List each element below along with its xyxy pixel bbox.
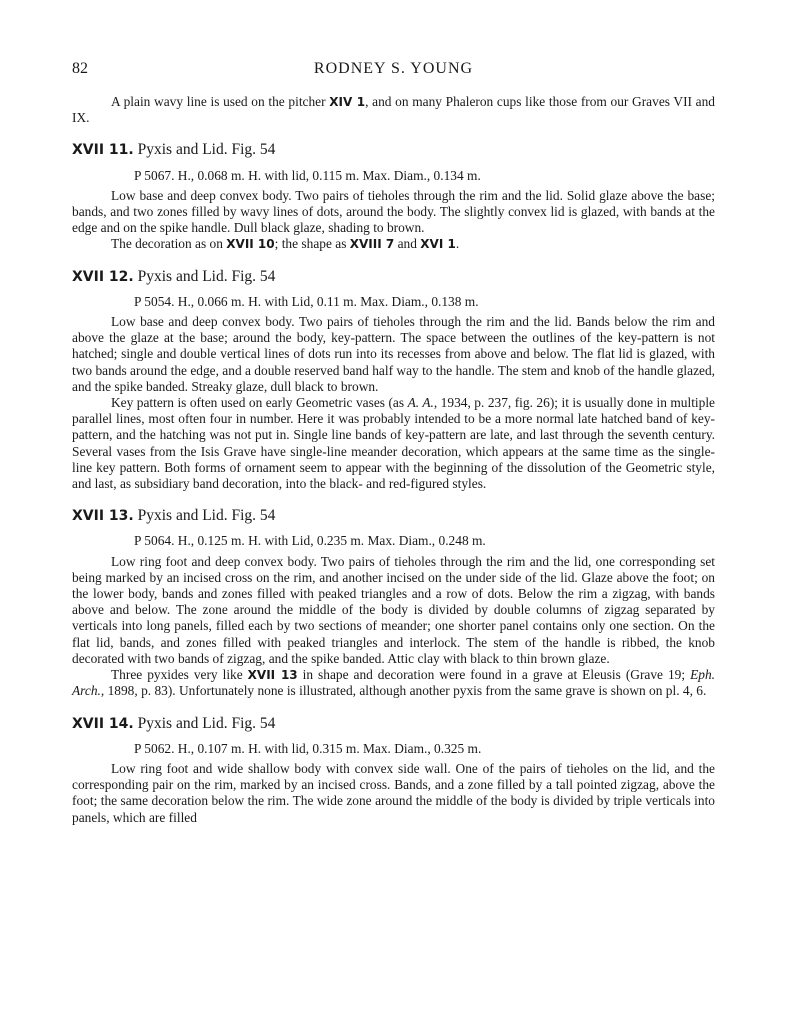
catalog-ref: XIV 1 <box>329 95 366 109</box>
entry-number: XVII 12. <box>72 268 134 285</box>
intro-text-b: , and on many Phaleron cups like those from our Graves VII and IX. <box>72 94 715 126</box>
catalog-ref: XVI 1 <box>420 237 456 252</box>
text-span: and <box>397 236 417 252</box>
text-span: Three pyxides very like <box>111 667 243 683</box>
entry-description: Low ring foot and wide shallow body with convex side wall. One of the pairs of tieholes on the lid, and the corresponding pair on the rim, marked by an incised cross. Bands, and a zone filled by a tall pointed zigzag, above the foot; the same decoration below the rim. The wide zone around the middle of the body is divided by triple verticals into panels, which are filled <box>72 760 715 825</box>
page-number: 82 <box>72 60 88 77</box>
entry-comment <box>72 395 715 492</box>
catalog-ref: XVII 10 <box>226 237 275 252</box>
entry-heading <box>72 508 715 524</box>
text-span: , 1898, p. 83). Unfortunately none is illustrated, although another pyxis from the same grave is shown on pl. 4, 6. <box>100 683 707 699</box>
entry-heading <box>72 142 715 158</box>
entry-title: Pyxis and Lid. Fig. 54 <box>137 267 276 285</box>
running-head: RODNEY S. YOUNG <box>313 60 474 77</box>
entry-title: Pyxis and Lid. Fig. 54 <box>137 507 276 525</box>
catalog-entry <box>72 269 715 493</box>
text-span: Key pattern is often used on early Geometric vases (as <box>111 395 405 411</box>
text-span: . <box>455 236 460 252</box>
entry-measurements: P 5062. H., 0.107 m. H. with lid, 0.315 m. Max. Diam., 0.325 m. <box>134 740 482 756</box>
text-span: , 1934, p. 237, fig. 26); it is usually done in multiple parallel lines, most often four in number. Here it was probably intended to be a more normal late hatched band of key-pattern, and the hatching was not put in. Single line bands of key-pattern are late, and last through the seventh century. Several vases from the Isis Grave have single-line meander decoration, which appears at the same time as the single-line key pattern. Both forms of ornament seem to appear with the beginning of the dissolution of the Geometric style, and last, as subsidiary band decoration, into the black- and red-figured styles. <box>72 395 715 492</box>
entry-description: Low base and deep convex body. Two pairs of tieholes through the rim and the lid. Solid glaze above the base; bands, and two zones filled by wavy lines of dots, around the body. The slightly convex lid is glazed, with bands at the edge and on the spike handle. Dull black glaze, shading to brown. <box>72 187 715 236</box>
entry-description: Low ring foot and deep convex body. Two pairs of tieholes through the rim and the lid, one corresponding set being marked by an incised cross on the rim, and another incised on the under side of the lid. Glaze above the foot; on the lower body, bands and zones filled with peaked triangles and a row of dots. Below the rim a zigzag, with bands above and below. The zone around the middle of the body is divided by double columns of zigzag separated by verticals into long panels, filled each by two sections of meander; one shorter panel contains only one section. On the flat lid, bands, and zones filled with peaked triangles and interlock. The stem of the handle is ribbed, the knob decorated with two bands of zigzag, and the spike banded. Attic clay with black to thin brown glaze. <box>72 553 715 666</box>
entry-heading <box>72 269 715 285</box>
entry-number: XVII 11. <box>72 142 134 159</box>
page-body <box>72 94 715 826</box>
text-span: in shape and decoration were found in a grave at Eleusis (Grave 19; <box>302 667 686 683</box>
catalog-ref: XVII 13 <box>247 668 298 683</box>
entry-heading <box>72 716 715 732</box>
citation: A. A. <box>407 395 434 411</box>
catalog-entry <box>72 508 715 699</box>
entry-description: Low base and deep convex body. Two pairs of tieholes through the rim and the lid. Bands below the rim and above the glaze at the base; around the body, key-pattern. The space between the outlines of the key-pattern is not hatched; single and double vertical lines of dots run into its recesses from above and below. The flat lid is glazed, with two bands around the edge, and a double reserved band half way to the handle. The stem and knob of the handle glazed, and the spike banded. Streaky glaze, dull black to brown. <box>72 314 715 394</box>
page-header <box>72 60 715 80</box>
text-span: The decoration as on <box>111 236 223 252</box>
entry-measurements: P 5067. H., 0.068 m. H. with lid, 0.115 m. Max. Diam., 0.134 m. <box>134 167 481 183</box>
intro-text-a: A plain wavy line is used on the pitcher <box>111 94 326 109</box>
intro-paragraph <box>72 94 715 126</box>
citation: Eph. Arch. <box>72 667 715 699</box>
entry-number: XVII 14. <box>72 715 134 732</box>
catalog-entry <box>72 142 715 252</box>
catalog-ref: XVIII 7 <box>349 237 395 252</box>
entry-measurements: P 5054. H., 0.066 m. H. with Lid, 0.11 m. Max. Diam., 0.138 m. <box>134 293 479 309</box>
entry-number: XVII 13. <box>72 508 134 525</box>
entry-title: Pyxis and Lid. Fig. 54 <box>137 141 276 159</box>
entry-title: Pyxis and Lid. Fig. 54 <box>137 714 276 732</box>
entry-comment <box>72 236 715 252</box>
text-span: ; the shape as <box>274 236 347 252</box>
entry-comment <box>72 667 715 699</box>
catalog-entry <box>72 716 715 826</box>
entry-measurements: P 5064. H., 0.125 m. H. with Lid, 0.235 m. Max. Diam., 0.248 m. <box>134 533 486 549</box>
